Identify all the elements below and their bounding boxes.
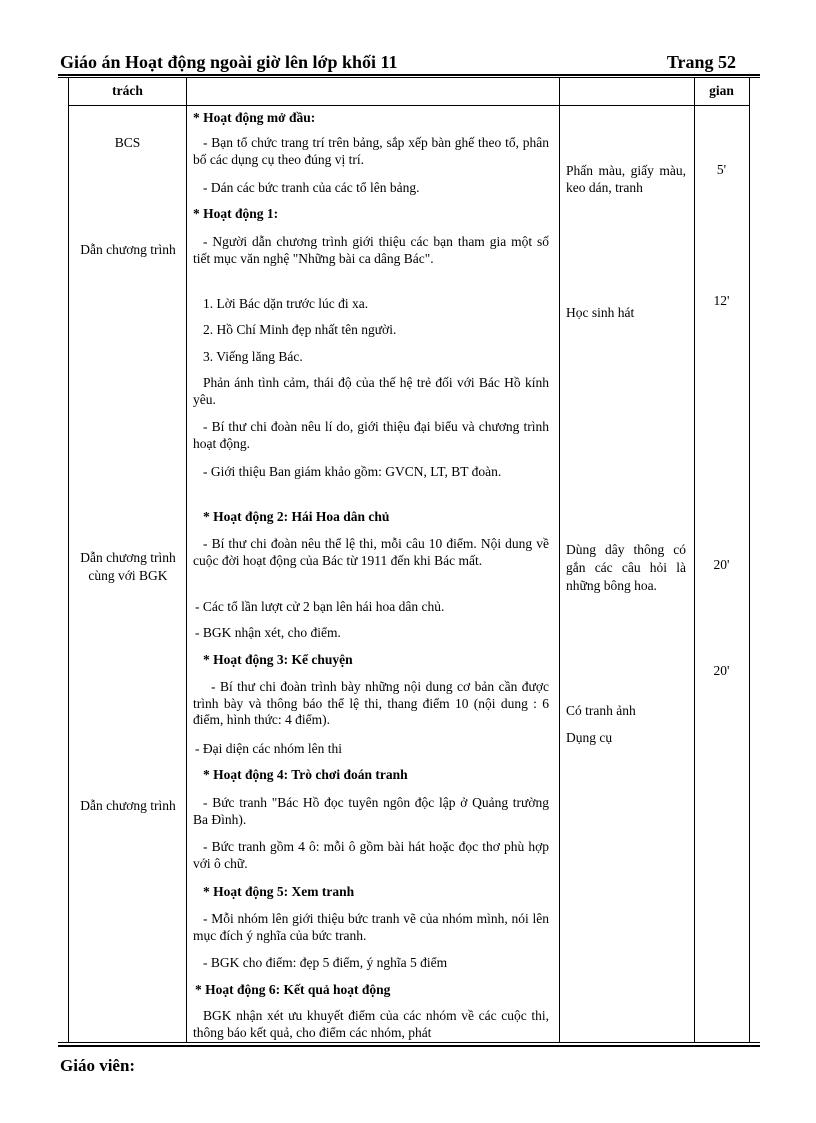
responsibility-cell: Dẫn chương trình xyxy=(80,798,176,813)
activity-line: - Mỗi nhóm lên giới thiệu bức tranh vẽ của nhóm mình, nói lên mục đích ý nghĩa của bức tranh. xyxy=(193,911,549,943)
materials-cell: Phấn màu, giấy màu, keo dán, tranh xyxy=(566,163,686,195)
time-cell: 12' xyxy=(713,293,730,308)
materials-cell: Dùng dây thông có gắn các câu hỏi là những bông hoa. xyxy=(566,542,686,593)
activity-line: - BGK nhận xét, cho điểm. xyxy=(195,625,341,640)
activity-heading: * Hoạt động 6: Kết quả hoạt động xyxy=(195,982,391,997)
activity-line: Phản ánh tình cảm, thái độ của thế hệ trẻ đối với Bác Hồ kính yêu. xyxy=(193,375,549,407)
activity-line: - BGK cho điểm: đẹp 5 điểm, ý nghĩa 5 điểm xyxy=(203,955,448,970)
activity-line: - Bức tranh "Bác Hồ đọc tuyên ngôn độc lập ở Quảng trường Ba Đình). xyxy=(193,795,549,827)
teacher-label: Giáo viên: xyxy=(60,1056,136,1075)
activity-line: 1. Lời Bác dặn trước lúc đi xa. xyxy=(203,296,369,311)
column-divider-2 xyxy=(559,78,560,1042)
time-cell: 5' xyxy=(716,162,727,177)
activity-line: - Giới thiệu Ban giám khảo gồm: GVCN, LT, BT đoàn. xyxy=(203,464,502,479)
activity-heading: * Hoạt động 3: Kể chuyện xyxy=(203,652,353,667)
activity-line: BGK nhận xét ưu khuyết điểm của các nhóm về các cuộc thi, thông báo kết quả, cho điểm các nhóm, phát xyxy=(193,1008,549,1040)
document-title: Giáo án Hoạt động ngoài giờ lên lớp khối 11 xyxy=(60,52,398,72)
responsibility-cell: Dẫn chương trình cùng với BGK xyxy=(80,550,176,583)
activity-line: - Dán các bức tranh của các tổ lên bảng. xyxy=(203,180,420,195)
activity-line: - Người dẫn chương trình giới thiệu các bạn tham gia một số tiết mục văn nghệ "Những bài ca dâng Bác". xyxy=(193,234,549,266)
activity-line: - Bí thư chi đoàn nêu lí do, giới thiệu đại biểu và chương trình hoạt động. xyxy=(193,419,549,451)
responsibility-cell: Dẫn chương trình xyxy=(80,242,176,257)
activity-line: - Bạn tổ chức trang trí trên bảng, sắp xếp bàn ghế theo tổ, phân bố các dụng cụ theo đúng vị trí. xyxy=(193,135,549,167)
page-number: Trang 52 xyxy=(666,52,736,72)
activity-heading: * Hoạt động mở đầu: xyxy=(193,110,316,125)
activity-line: 2. Hồ Chí Minh đẹp nhất tên người. xyxy=(203,322,397,337)
column-header-time: gian xyxy=(709,83,734,98)
materials-cell: Dụng cụ xyxy=(566,730,613,745)
activity-heading: * Hoạt động 1: xyxy=(193,206,279,221)
activity-line: - Bức tranh gồm 4 ô: mỗi ô gồm bài hát hoặc đọc thơ phù hợp với ô chữ. xyxy=(193,839,549,871)
footer-rule-thin xyxy=(58,1042,760,1043)
activity-line: - Các tổ lần lượt cử 2 bạn lên hái hoa dân chủ. xyxy=(195,599,445,614)
activity-line: - Bí thư chi đoàn trình bày những nội dung cơ bản cần được trình bày và thông báo thể lệ thi, thang điểm 10 (nội dung : 6 điểm, hình thức: 4 điểm). xyxy=(193,679,549,727)
page-header xyxy=(58,50,736,76)
time-cell: 20' xyxy=(713,663,730,678)
activity-line: 3. Viếng lăng Bác. xyxy=(203,349,303,364)
column-divider-1 xyxy=(186,78,187,1042)
footer-rule xyxy=(58,1045,760,1047)
time-cell: 20' xyxy=(713,557,730,572)
activity-line: - Bí thư chi đoàn nêu thể lệ thi, mỗi câu 10 điểm. Nội dung về cuộc đời hoạt động của Bác từ 1911 đến khi Bác mất. xyxy=(193,536,549,568)
header-rule xyxy=(58,74,760,76)
materials-cell: Học sinh hát xyxy=(566,305,635,320)
activity-heading: * Hoạt động 5: Xem tranh xyxy=(203,884,355,899)
header-row-divider xyxy=(68,105,749,106)
activity-line: - Đại diện các nhóm lên thi xyxy=(195,741,342,756)
responsibility-cell: BCS xyxy=(114,135,141,150)
column-header-responsibility: trách xyxy=(112,83,143,98)
materials-cell: Có tranh ảnh xyxy=(566,703,636,718)
activity-heading: * Hoạt động 4: Trò chơi đoán tranh xyxy=(203,767,408,782)
activity-heading: * Hoạt động 2: Hái Hoa dân chủ xyxy=(203,509,390,524)
